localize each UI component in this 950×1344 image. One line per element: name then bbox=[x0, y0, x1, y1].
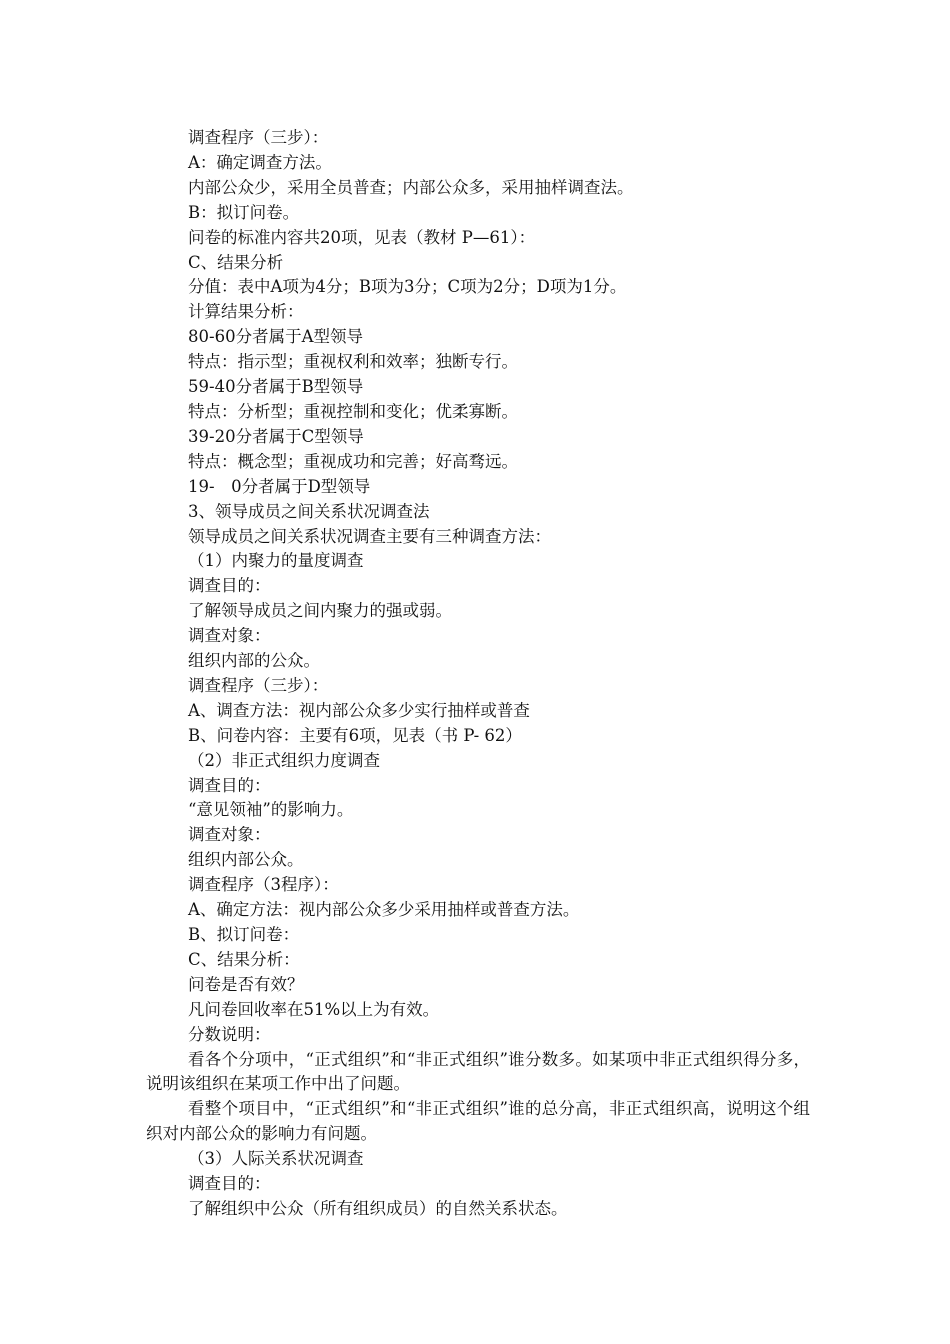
text-line: 特点：指示型；重视权利和效率；独断专行。 bbox=[188, 352, 518, 372]
text-line: 特点：分析型；重视控制和变化；优柔寡断。 bbox=[188, 401, 518, 421]
text-line: “意见领袖”的影响力。 bbox=[188, 800, 354, 820]
text-line: 19- 0分者属于D型领导 bbox=[188, 476, 371, 496]
text-line: 调查对象： bbox=[188, 825, 271, 845]
paragraph: 看整个项目中，“正式组织”和“非正式组织”谁的总分高，非正式组织高，说明这个组织对内部公众的影响力有问题。 bbox=[146, 1099, 810, 1144]
text-line: 了解组织中公众（所有组织成员）的自然关系状态。 bbox=[188, 1198, 568, 1218]
text-line: 了解领导成员之间内聚力的强或弱。 bbox=[188, 601, 452, 621]
subsection-heading: （3）人际关系状况调查 bbox=[188, 1149, 364, 1169]
text-line: 80-60分者属于A型领导 bbox=[188, 327, 363, 347]
text-line: 调查目的： bbox=[188, 576, 271, 596]
text-line: 调查程序（三步）： bbox=[188, 128, 329, 147]
text-line: 组织内部公众。 bbox=[188, 850, 304, 870]
text-line: 内部公众少，采用全员普查；内部公众多，采用抽样调查法。 bbox=[188, 177, 634, 197]
text-line: B、问卷内容：主要有6项，见表（书 P- 62） bbox=[188, 725, 522, 745]
text-line: 39-20分者属于C型领导 bbox=[188, 426, 364, 446]
text-line: 计算结果分析： bbox=[188, 302, 304, 322]
text-line: A、调查方法：视内部公众多少实行抽样或普查 bbox=[188, 700, 530, 720]
text-line: 分数说明： bbox=[188, 1024, 271, 1044]
text-line: 凡问卷回收率在51%以上为有效。 bbox=[188, 999, 440, 1019]
text-line: 调查对象： bbox=[188, 626, 271, 646]
text-line: 调查程序（3程序）： bbox=[188, 875, 339, 895]
text-line: A：确定调查方法。 bbox=[188, 152, 332, 172]
text-line: 调查程序（三步）： bbox=[188, 675, 329, 695]
text-line: 59-40分者属于B型领导 bbox=[188, 377, 364, 397]
text-line: B、拟订问卷： bbox=[188, 925, 300, 944]
text-line: 调查目的： bbox=[188, 1174, 271, 1194]
text-line: 问卷的标准内容共20项，见表（教材 P—61）： bbox=[188, 227, 536, 247]
text-line: B：拟订问卷。 bbox=[188, 202, 300, 222]
section-heading: 3、领导成员之间关系状况调查法 bbox=[188, 501, 430, 521]
text-line: A、确定方法：视内部公众多少采用抽样或普查方法。 bbox=[188, 900, 580, 920]
text-line: 特点：概念型；重视成功和完善；好高骛远。 bbox=[188, 451, 518, 471]
text-line: 领导成员之间关系状况调查主要有三种调查方法： bbox=[188, 526, 551, 546]
text-line: 问卷是否有效？ bbox=[188, 974, 304, 994]
text-line: C、结果分析： bbox=[188, 949, 300, 969]
subsection-heading: （1）内聚力的量度调查 bbox=[188, 551, 364, 571]
paragraph: 看各个分项中，“正式组织”和“非正式组织”谁分数多。如某项中非正式组织得分多，说明该组织在某项工作中出了问题。 bbox=[146, 1049, 810, 1094]
text-line: C、结果分析 bbox=[188, 252, 284, 272]
document-body bbox=[146, 126, 810, 1222]
text-line: 组织内部的公众。 bbox=[188, 651, 320, 671]
text-line: 调查目的： bbox=[188, 775, 271, 795]
text-line: 分值：表中A项为4分；B项为3分；C项为2分；D项为1分。 bbox=[188, 277, 627, 297]
subsection-heading: （2）非正式组织力度调查 bbox=[188, 750, 380, 770]
